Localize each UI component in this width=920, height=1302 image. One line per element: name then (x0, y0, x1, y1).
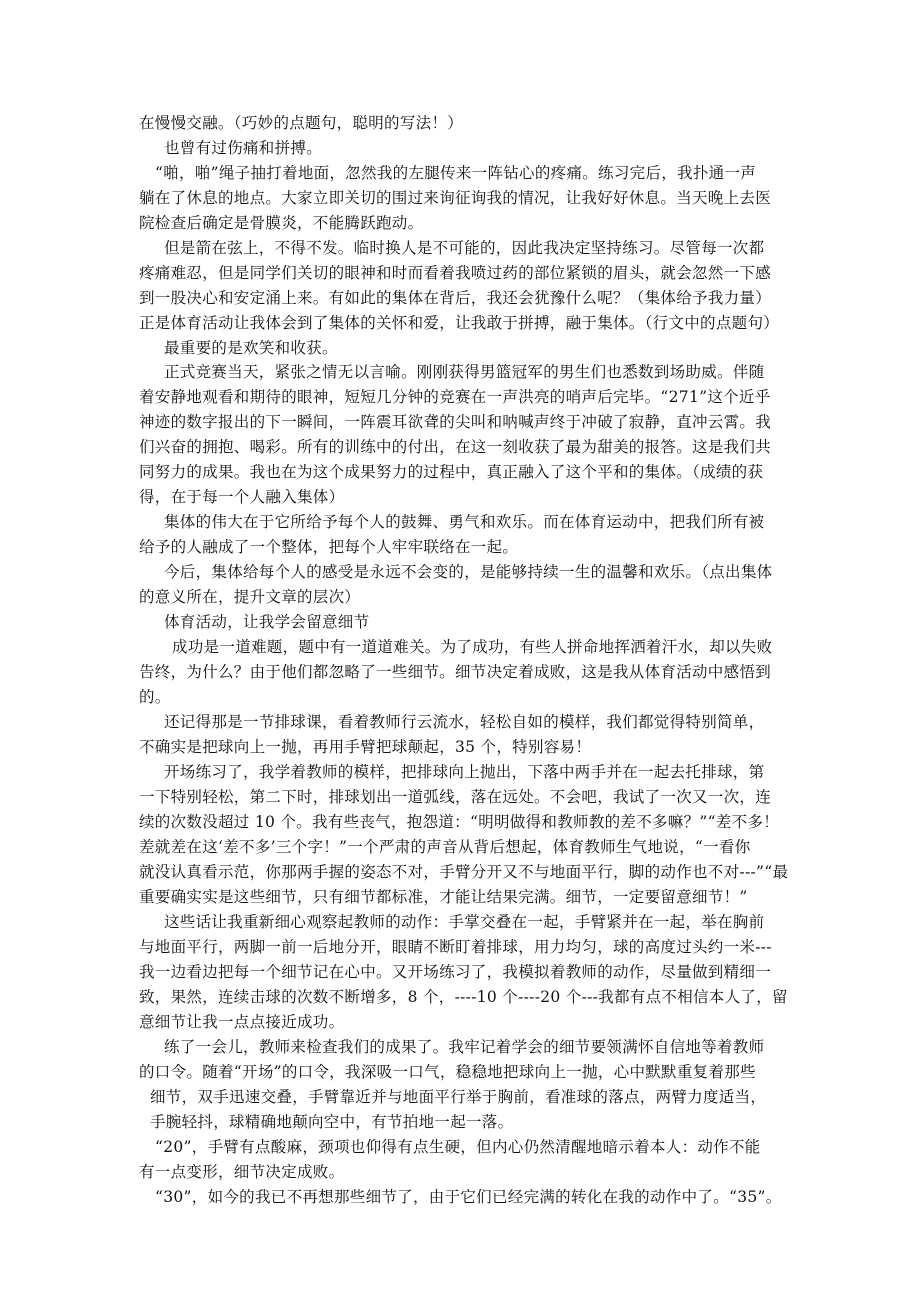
text-line: 不确实是把球向上一抛，再用手臂把球颠起，35 个，特别容易！ (139, 738, 592, 756)
text-line: 有一点变形，细节决定成败。 (139, 1163, 345, 1181)
text-line: 同努力的成果。我也在为这个成果努力的过程中，真正融入了这个平和的集体。（成绩的获 (139, 463, 764, 481)
text-line: 开场练习了，我学着教师的模样，把排球向上抛出，下落中两手并在一起去托排球，第 (164, 763, 765, 781)
text-line: 躺在了休息的地点。大家立即关切的围过来询征询我的情况，让我好好休息。当天晚上去医 (139, 189, 772, 207)
text-line: 意细节让我一点点接近成功。 (139, 1013, 345, 1031)
text-line: 手腕轻抖，球精确地颠向空中，有节拍地一起一落。 (150, 1113, 514, 1131)
text-line: 但是箭在弦上，不得不发。临时换人是不可能的，因此我决定坚持练习。尽管每一次都 (164, 239, 765, 257)
text-line: 着安静地观看和期待的眼神，短短几分钟的竞赛在一声洪亮的哨声后完毕。“271”这个近乎 (139, 388, 771, 406)
text-line: 得，在于每一个人融入集体） (139, 488, 345, 506)
text-line: 正式竞赛当天，紧张之情无以言喻。刚刚获得男篮冠军的男生们也悉数到场助威。伴随 (164, 363, 765, 381)
text-line: “30”，如今的我已不再想那些细节了，由于它们已经完满的转化在我的动作中了。“35”。 (155, 1188, 782, 1206)
text-line: 就没认真看示范，你那两手握的姿态不对，手臂分开又不与地面平行，脚的动作也不对---”“最 (139, 863, 789, 881)
text-line: 续的次数没超过 10 个。我有些丧气，抱怨道：“明明做得和教师教的差不多嘛？”“差不多！ (139, 813, 780, 831)
text-line: 院检查后确定是骨膜炎，不能腾跃跑动。 (139, 214, 424, 232)
text-line: 我一边看边把每一个细节记在心中。又开场练习了，我模拟着教师的动作，尽量做到精细一 (139, 963, 772, 981)
text-line: 还记得那是一节排球课，看着教师行云流水，轻松自如的模样，我们都觉得特别简单， (164, 713, 765, 731)
text-line: “20”，手臂有点酸麻，颈项也仰得有点生硬，但内心仍然清醒地暗示着本人：动作不能 (155, 1138, 761, 1156)
text-line: 一下特别轻松，第二下时，排球划出一道弧线，落在远处。不会吧，我试了一次又一次，连 (139, 788, 772, 806)
text-line: 在慢慢交融。（巧妙的点题句，聪明的写法！） (139, 114, 464, 132)
text-line: 的意义所在，提升文章的层次） (139, 588, 361, 606)
text-line: 集体的伟大在于它所给予每个人的鼓舞、勇气和欢乐。而在体育运动中，把我们所有被 (164, 513, 765, 531)
text-line: 到一股决心和安定涌上来。有如此的集体在背后，我还会犹豫什么呢？（集体给予我力量） (139, 289, 772, 307)
text-line: 也曾有过伤痛和拼搏。 (164, 139, 323, 157)
text-line: 今后，集体给每个人的感受是永远不会变的，是能够持续一生的温馨和欢乐。（点出集体 (164, 563, 773, 581)
text-line: 的口令。随着“开场”的口令，我深吸一口气，稳稳地把球向上一抛，心中默默重复着那些 (139, 1063, 756, 1081)
text-line: 给予的人融成了一个整体，把每个人牢牢联络在一起。 (139, 538, 519, 556)
text-line: 疼痛难忍，但是同学们关切的眼神和时而看着我喷过药的部位紧锁的眉头，就会忽然一下感 (139, 264, 772, 282)
text-line: 体育活动，让我学会留意细节 (164, 613, 370, 631)
text-line: 告终，为什么？由于他们都忽略了一些细节。细节决定着成败，这是我从体育活动中感悟到 (139, 663, 772, 681)
text-line: 练了一会儿，教师来检查我们的成果了。我牢记着学会的细节要领满怀自信地等着教师 (164, 1038, 765, 1056)
text-line: 重要确实实是这些细节，只有细节都标准，才能让结果完满。细节，一定要留意细节！” (139, 888, 748, 906)
text-line: 神迹的数字报出的下一瞬间，一阵震耳欲聋的尖叫和呐喊声终于冲破了寂静，直冲云霄。我 (139, 413, 772, 431)
text-line: 细节，双手迅速交叠，手臂靠近并与地面平行举于胸前，看准球的落点，两臂力度适当， (150, 1088, 767, 1106)
text-line: 致，果然，连续击球的次数不断增多，8 个，----10 个----20 个---我都有点不相信本人了，留 (139, 988, 788, 1006)
text-line: “啪，啪”绳子抽打着地面，忽然我的左腿传来一阵钻心的疼痛。练习完后，我扑通一声 (155, 164, 757, 182)
text-line: 这些话让我重新细心观察起教师的动作：手掌交叠在一起，手臂紧并在一起，举在胸前 (164, 913, 765, 931)
text-line: 成功是一道难题，题中有一道道难关。为了成功，有些人拼命地挥洒着汗水，却以失败 (172, 638, 773, 656)
text-line: 正是体育活动让我体会到了集体的关怀和爱，让我敢于拼搏，融于集体。（行文中的点题句） (139, 314, 780, 332)
text-line: 与地面平行，两脚一前一后地分开，眼睛不断盯着排球，用力均匀，球的高度过头约一米--- (139, 938, 772, 956)
text-line: 最重要的是欢笑和收获。 (164, 339, 338, 357)
text-line: 差就差在这‘差不多’三个字！”一个严肃的声音从背后想起，体育教师生气地说，“一看你 (139, 838, 751, 856)
text-line: 们兴奋的拥抱、喝彩。所有的训练中的付出，在这一刻收获了最为甜美的报答。这是我们共 (139, 438, 772, 456)
text-line: 的。 (139, 688, 171, 706)
